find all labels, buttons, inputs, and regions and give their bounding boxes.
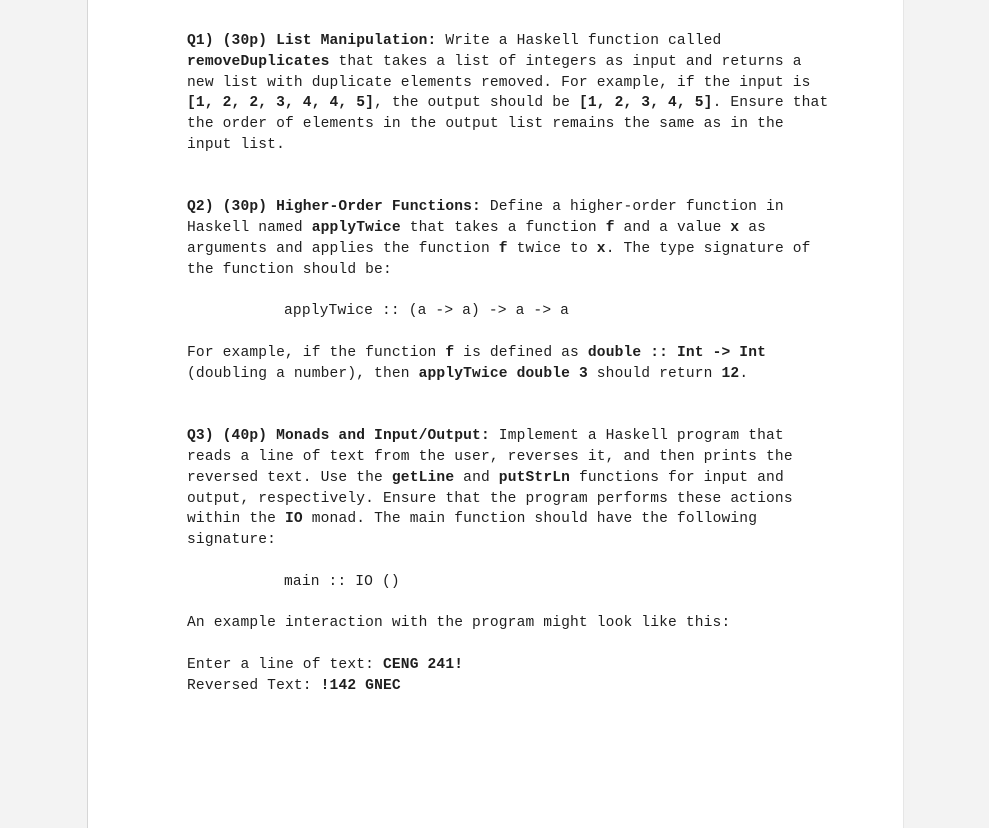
applytwice-call: applyTwice double 3 bbox=[418, 365, 588, 382]
applytwice-signature: applyTwice :: (a -> a) -> a -> a bbox=[284, 303, 570, 320]
question-1-text: , the output should be bbox=[374, 95, 579, 112]
question-2-text: and a value bbox=[614, 220, 731, 237]
param-x: x bbox=[596, 240, 606, 257]
example-prompt-line bbox=[187, 655, 837, 676]
param-f: f bbox=[498, 240, 508, 257]
param-f: f bbox=[605, 220, 615, 237]
question-3-text: Implement a Haskell program that reads a line of text from the user, reverses it, and then prints the reversed text. Use the bbox=[187, 428, 793, 486]
function-name-removeduplicates: removeDuplicates bbox=[187, 53, 330, 70]
prompt-label: Enter a line of text: bbox=[187, 656, 383, 673]
document-page bbox=[87, 0, 904, 828]
question-1 bbox=[187, 31, 837, 156]
question-2-text: as arguments and applies the function bbox=[187, 220, 767, 257]
question-2-example-text: . bbox=[739, 365, 749, 382]
expected-result: 12 bbox=[721, 365, 740, 382]
reversed-value: !142 GNEC bbox=[320, 677, 401, 694]
question-3-label: Q3) (40p) Monads and Input/Output: bbox=[187, 428, 490, 445]
question-1-text: Write a Haskell function called bbox=[436, 33, 722, 49]
main-signature: main :: IO () bbox=[284, 573, 400, 590]
question-2-text: twice to bbox=[507, 240, 597, 257]
example-output-list: [1, 2, 3, 4, 5] bbox=[578, 95, 713, 112]
question-1-text: . Ensure that the order of elements in the output list remains the same as in the input list. bbox=[187, 95, 829, 153]
question-1-label: Q1) (30p) List Manipulation: bbox=[187, 33, 437, 49]
question-3-text: monad. The main function should have the following signature: bbox=[187, 511, 758, 549]
function-name-getline: getLine bbox=[391, 469, 455, 486]
document-content bbox=[187, 31, 837, 697]
function-name-applytwice: applyTwice bbox=[311, 220, 401, 237]
question-3-text: functions for input and output, respectively. Ensure that the program performs these actions within the bbox=[187, 469, 793, 528]
question-2-example-text: (doubling a number), then bbox=[187, 365, 419, 382]
question-2 bbox=[187, 197, 837, 280]
example-reversed-line bbox=[187, 676, 837, 697]
prompt-value: CENG 241! bbox=[382, 656, 464, 673]
question-3 bbox=[187, 426, 837, 551]
function-name-putstrln: putStrLn bbox=[498, 469, 571, 486]
question-2-label: Q2) (30p) Higher-Order Functions: bbox=[187, 199, 481, 216]
io-monad: IO bbox=[284, 511, 303, 528]
question-3-text: and bbox=[454, 469, 499, 486]
question-1-text: that takes a list of integers as input and returns a new list with duplicate elements removed. For example, if the input is bbox=[187, 53, 811, 91]
param-f: f bbox=[445, 344, 455, 361]
example-interaction-intro: An example interaction with the program might look like this: bbox=[187, 615, 731, 632]
double-signature: double :: Int -> Int bbox=[587, 344, 767, 361]
question-2-text: Define a higher-order function in Haskell named bbox=[187, 199, 784, 237]
reversed-label: Reversed Text: bbox=[187, 677, 321, 694]
question-2-example bbox=[187, 343, 837, 385]
question-2-example-text: is defined as bbox=[454, 344, 588, 361]
question-2-example-text: For example, if the function bbox=[187, 344, 446, 361]
question-2-text: . The type signature of the function should be: bbox=[187, 240, 811, 278]
question-2-text: that takes a function bbox=[400, 220, 606, 237]
param-x: x bbox=[730, 220, 740, 237]
question-2-example-text: should return bbox=[587, 365, 722, 382]
example-input-list: [1, 2, 2, 3, 4, 4, 5] bbox=[187, 95, 375, 112]
